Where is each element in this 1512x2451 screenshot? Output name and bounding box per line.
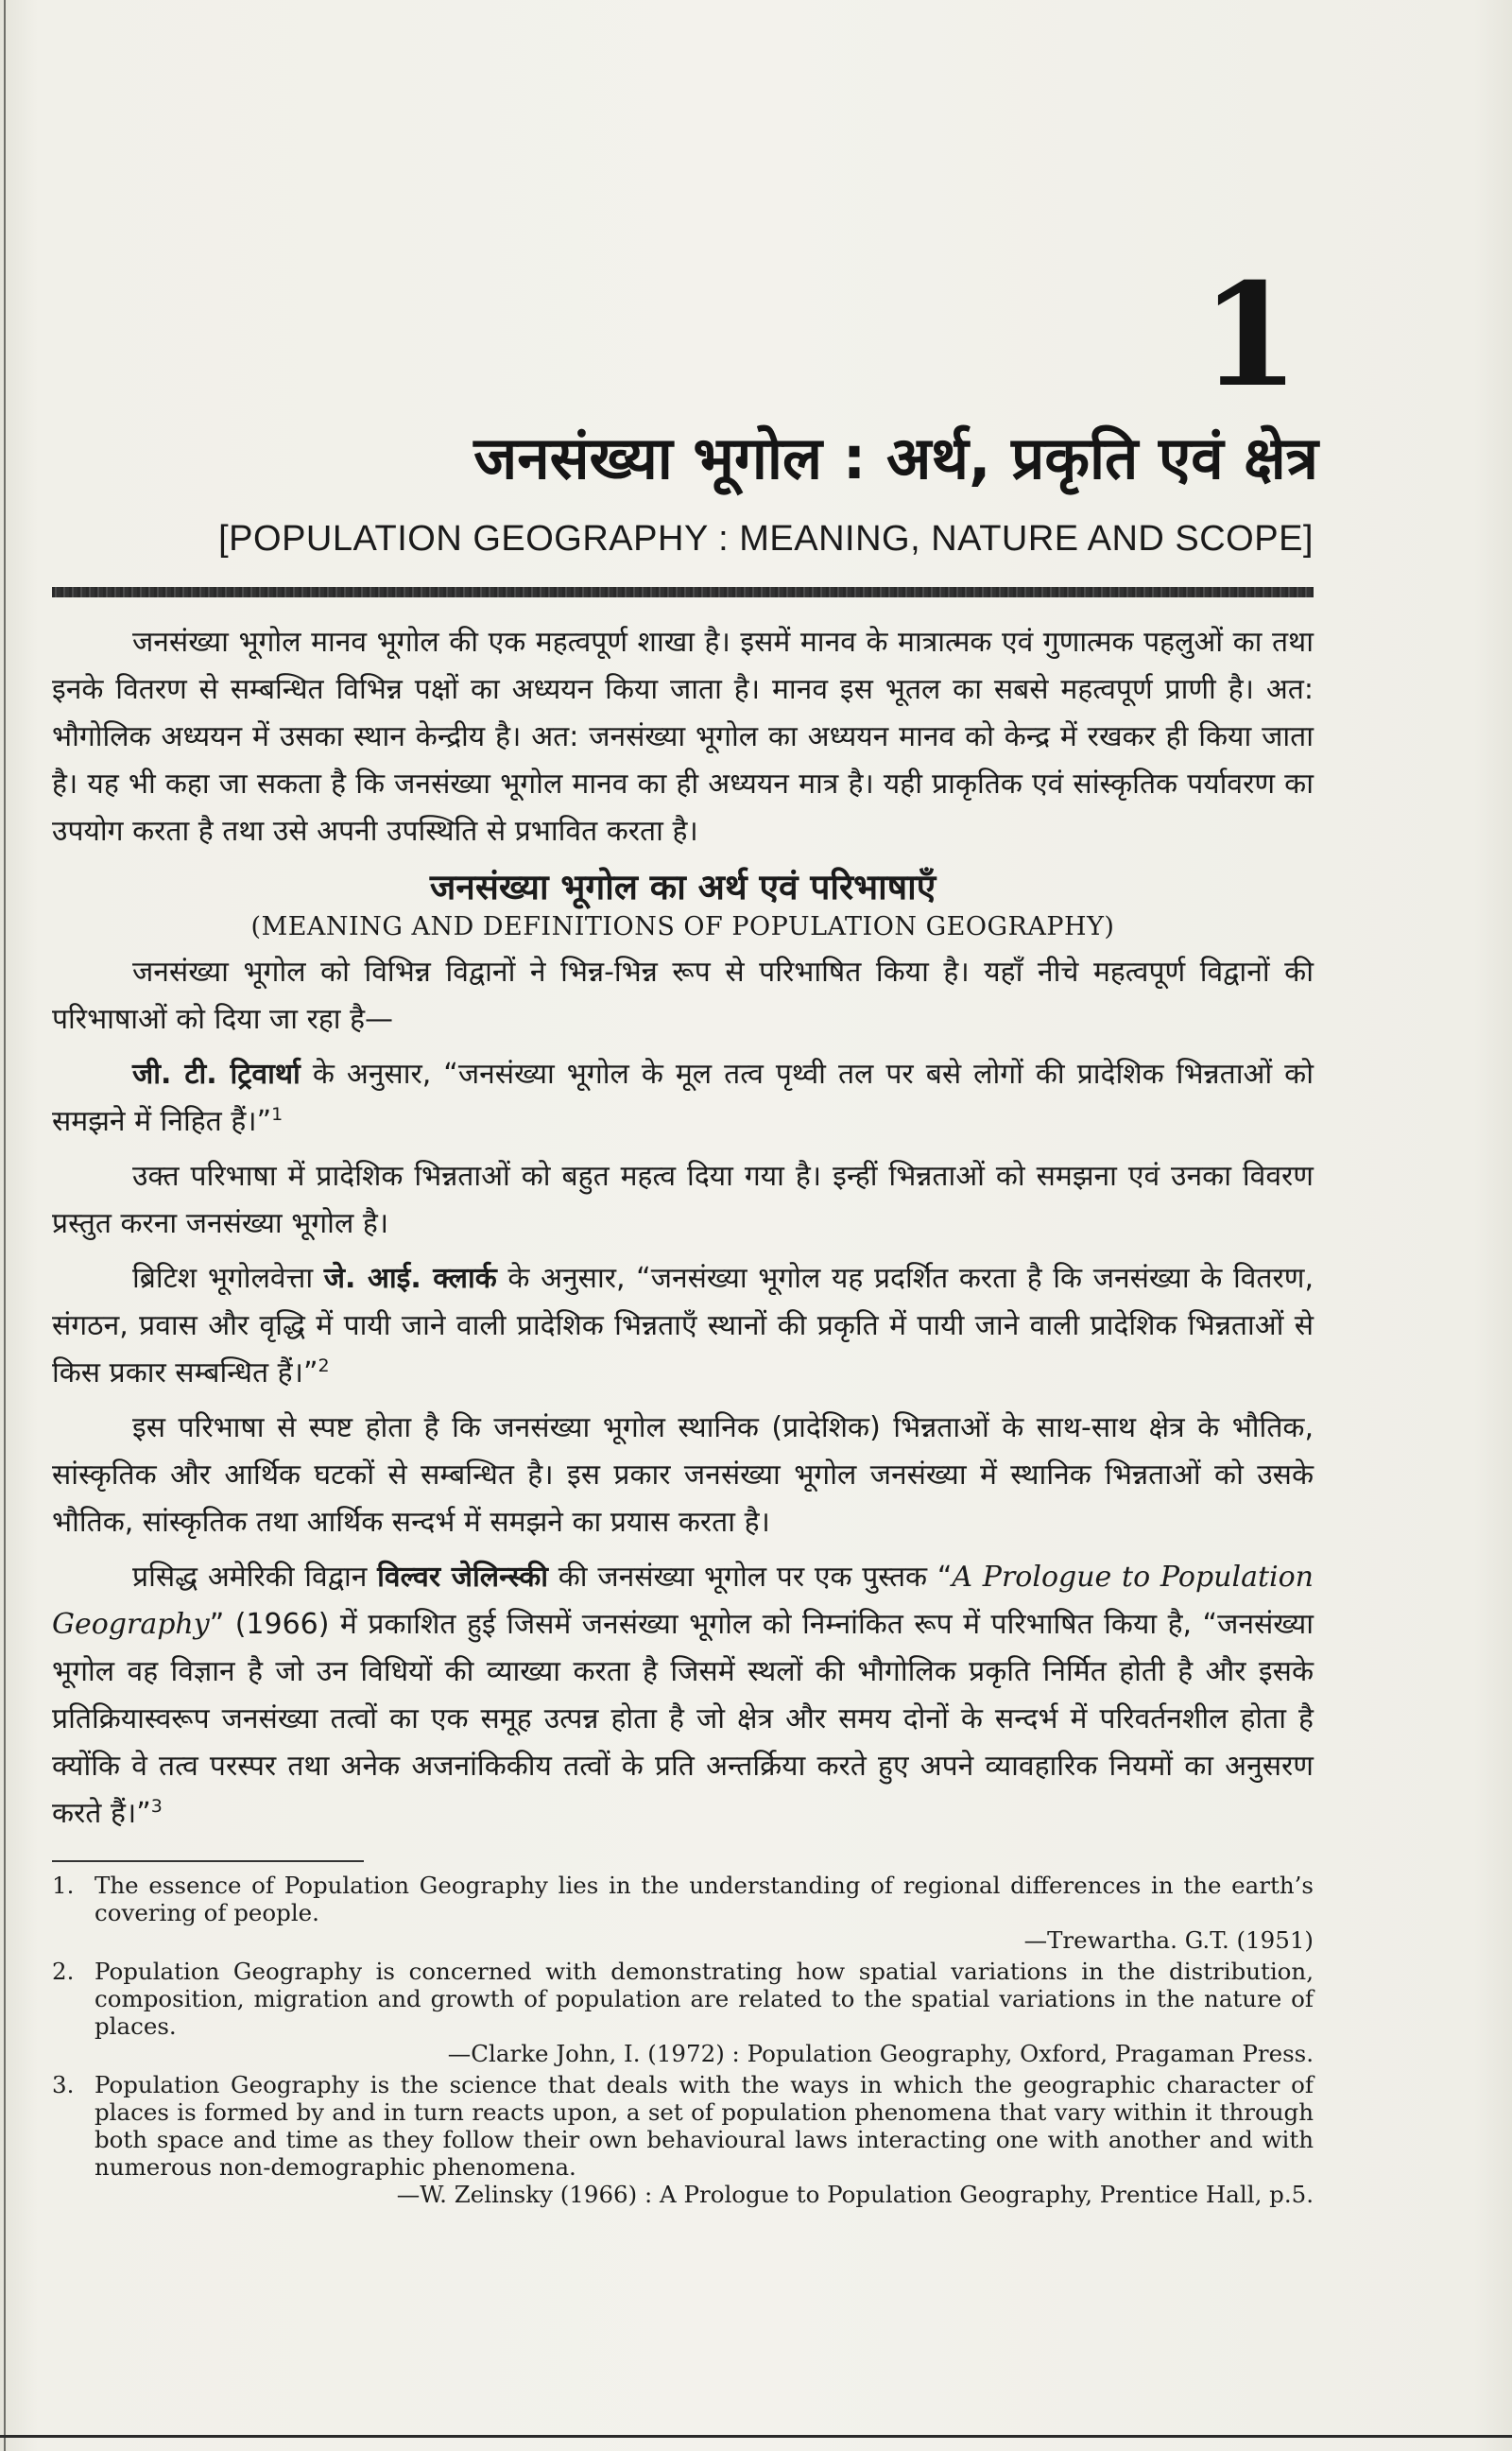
- footnote-number: 2.: [52, 1958, 75, 1986]
- paragraph-4-text: के अनुसार, “जनसंख्या भूगोल यह प्रदर्शित करता है कि जनसंख्या के वितरण, संगठन, प्रवास और वृद्धि में पायी जाने वाली प्रादेशिक भिन्नताएँ स्थानों की प्रकृति में पायी जाने वाली प्रादेशिक भिन्नताओं से किस प्रकार सम्बन्धित हैं।”: [52, 1262, 1314, 1390]
- footnote-text: Population Geography is the science that deals with the ways in which the geographic character of places is formed by and in turn reacts upon, a set of population phenomena that vary within it through both space and time as they follow their own behavioural laws interacting one with another and with numerous non-demographic phenomena.: [94, 2071, 1314, 2182]
- title-divider: [52, 587, 1314, 597]
- footnote-ref-1[interactable]: 1: [271, 1104, 284, 1126]
- footnote-2: [52, 1958, 1314, 2067]
- page-edge-line: [4, 0, 6, 2451]
- footnote-body: [94, 1958, 1314, 2067]
- section-heading-hindi: जनसंख्या भूगोल का अर्थ एवं परिभाषाएँ: [429, 867, 936, 907]
- footnote-text: Population Geography is concerned with demonstrating how spatial variations in the distribution, composition, migration and growth of population are related to the spatial variations in the nature of places.: [94, 1958, 1314, 2041]
- chapter-title-english: [POPULATION GEOGRAPHY : MEANING, NATURE AND SCOPE]: [218, 519, 1314, 559]
- section-heading-english: (MEANING AND DEFINITIONS OF POPULATION GEOGRAPHY): [250, 912, 1115, 942]
- author-zelinsky: विल्वर जेलिन्स्की: [377, 1561, 549, 1595]
- paragraph-6-text: ” (1966) में प्रकाशित हुई जिसमें जनसंख्या भूगोल को निम्नांकित रूप में परिभाषित किया है, “जनसंख्या भूगोल वह विज्ञान है जो उन विधियों की व्याख्या करता है जिसमें स्थलों की भौगोलिक प्रकृति निर्मित होती है और इसके प्रतिक्रियास्वरूप जनसंख्या तत्वों का एक समूह उत्पन्न होता है जो क्षेत्र और समय दोनों के सन्दर्भ में परिवर्तनशील होता है क्योंकि वे तत्व परस्पर तथा अनेक अजनांकिकीय तत्वों के प्रति अन्तर्क्रिया करते हुए अपने व्यावहारिक नियमों का अनुसरण करते हैं।”: [52, 1608, 1314, 1831]
- paragraph-6-pre: प्रसिद्ध अमेरिकी विद्वान: [132, 1561, 378, 1595]
- footnote-number: 3.: [52, 2071, 75, 2099]
- footnotes: [52, 1872, 1314, 2208]
- page-bottom-edge: [0, 2435, 1512, 2438]
- paragraph-2-text: के अनुसार, “जनसंख्या भूगोल के मूल तत्व पृथ्वी तल पर बसे लोगों की प्रादेशिक भिन्नताओं को समझने में निहित हैं।”: [52, 1058, 1314, 1139]
- footnote-citation: —W. Zelinsky (1966) : A Prologue to Population Geography, Prentice Hall, p.5.: [396, 2181, 1314, 2209]
- paragraph-5: इस परिभाषा से स्पष्ट होता है कि जनसंख्या भूगोल स्थानिक (प्रादेशिक) भिन्नताओं के साथ-साथ क्षेत्र के भौतिक, सांस्कृतिक और आर्थिक घटकों से सम्बन्धित है। इस प्रकार जनसंख्या भूगोल जनसंख्या में स्थानिक भिन्नताओं को उसके भौतिक, सांस्कृतिक तथा आर्थिक सन्दर्भ में समझने का प्रयास करता है।: [52, 1411, 1314, 1540]
- paragraph-3: उक्त परिभाषा में प्रादेशिक भिन्नताओं को बहुत महत्व दिया गया है। इन्हीं भिन्नताओं को समझना एवं उनका विवरण प्रस्तुत करना जनसंख्या भूगोल है।: [52, 1160, 1314, 1241]
- chapter-title-hindi: जनसंख्या भूगोल : अर्थ, प्रकृति एवं क्षेत्र: [473, 423, 1318, 492]
- footnote-body: [94, 1872, 1314, 1954]
- paragraph-1: जनसंख्या भूगोल को विभिन्न विद्वानों ने भिन्न-भिन्न रूप से परिभाषित किया है। यहाँ नीचे महत्वपूर्ण विद्वानों की परिभाषाओं को दिया जा रहा है—: [52, 956, 1314, 1037]
- paragraph-4-pre: ब्रिटिश भूगोलवेत्ता: [132, 1262, 324, 1296]
- footnote-number: 1.: [52, 1872, 75, 1900]
- footnote-body: [94, 2071, 1314, 2208]
- footnote-citation: —Trewartha. G.T. (1951): [1023, 1926, 1314, 1955]
- chapter-body: [52, 619, 1314, 2212]
- book-title: A Prologue to Population Geography: [52, 1561, 1314, 1642]
- footnote-text: The essence of Population Geography lies in the understanding of regional differences in the earth’s covering of people.: [94, 1872, 1314, 1927]
- chapter-number: 1: [1200, 252, 1299, 419]
- footnote-citation: —Clarke John, I. (1972) : Population Geography, Oxford, Pragaman Press.: [447, 2040, 1314, 2068]
- paragraph-6-mid: की जनसंख्या भूगोल पर एक पुस्तक “: [548, 1561, 953, 1595]
- paragraph-4: [52, 1255, 1314, 1397]
- footnote-1: [52, 1872, 1314, 1954]
- footnote-ref-2[interactable]: 2: [318, 1355, 330, 1377]
- intro-paragraph: जनसंख्या भूगोल मानव भूगोल की एक महत्वपूर्ण शाखा है। इसमें मानव के मात्रात्मक एवं गुणात्मक पहलुओं का तथा इनके वितरण से सम्बन्धित विभिन्न पक्षों का अध्ययन किया जाता है। मानव इस भूतल का सबसे महत्वपूर्ण प्राणी है। अत: भौगोलिक अध्ययन में उसका स्थान केन्द्रीय है। अत: जनसंख्या भूगोल का अध्ययन मानव को केन्द्र में रखकर ही किया जाता है। यह भी कहा जा सकता है कि जनसंख्या भूगोल मानव का ही अध्ययन मात्र है। यही प्राकृतिक एवं सांस्कृतिक पर्यावरण का उपयोग करता है तथा उसे अपनी उपस्थिति से प्रभावित करता है।: [52, 626, 1314, 848]
- author-clarke: जे. आई. क्लार्क: [323, 1262, 497, 1296]
- footnote-divider: [52, 1860, 364, 1862]
- paragraph-2: [52, 1051, 1314, 1146]
- footnote-3: [52, 2071, 1314, 2208]
- footnote-ref-3[interactable]: 3: [150, 1796, 163, 1818]
- paragraph-6: [52, 1554, 1314, 1838]
- author-trewartha: जी. टी. ट्रिवार्था: [132, 1058, 301, 1092]
